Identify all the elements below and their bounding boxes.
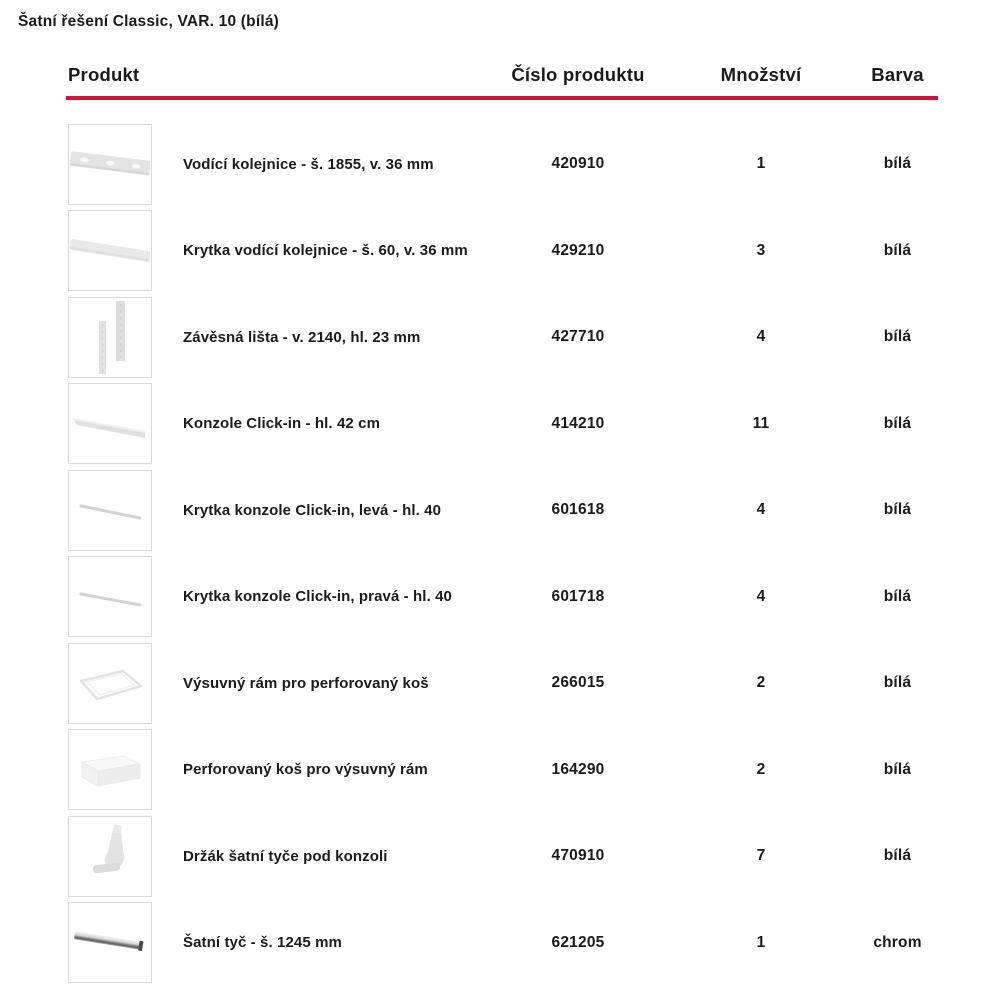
product-color: bílá	[883, 587, 912, 605]
product-quantity: 2	[756, 760, 766, 778]
product-cell	[66, 124, 491, 205]
column-header-number: Číslo produktu	[511, 64, 645, 85]
product-color: bílá	[883, 155, 912, 173]
rod-holder-icon	[70, 818, 150, 895]
table-row	[66, 554, 938, 641]
product-number: 621205	[551, 933, 605, 951]
product-name: Výsuvný rám pro perforovaný koš	[183, 674, 429, 692]
perforated-basket-icon	[70, 731, 150, 808]
product-quantity: 3	[756, 241, 766, 259]
clothes-rod-icon	[70, 904, 150, 981]
product-cell	[66, 383, 491, 464]
product-number: 601718	[551, 587, 605, 605]
product-image	[68, 383, 152, 464]
product-image	[68, 816, 152, 897]
bracket-icon	[70, 385, 150, 462]
product-image	[68, 643, 152, 724]
table-row	[66, 467, 938, 554]
product-name: Perforovaný koš pro výsuvný rám	[183, 761, 428, 779]
table-row	[66, 381, 938, 468]
product-color: bílá	[883, 328, 912, 346]
table-body	[66, 100, 938, 986]
product-cell	[66, 816, 491, 897]
column-header-quantity: Množství	[720, 64, 802, 85]
product-quantity: 2	[756, 674, 766, 692]
product-color: bílá	[883, 847, 912, 865]
table-row	[66, 900, 938, 987]
bracket-cover-right-icon	[70, 558, 150, 635]
product-number: 429210	[551, 241, 605, 259]
product-name: Závěsná lišta - v. 2140, hl. 23 mm	[183, 328, 421, 346]
product-cell	[66, 643, 491, 724]
column-header-product: Produkt	[68, 64, 140, 85]
product-number: 470910	[551, 847, 605, 865]
product-number: 420910	[551, 155, 605, 173]
product-color: chrom	[873, 933, 922, 951]
table-row	[66, 121, 938, 208]
guide-rail-icon	[70, 126, 150, 203]
product-name: Konzole Click-in - hl. 42 cm	[183, 415, 381, 433]
product-cell	[66, 470, 491, 551]
table-row	[66, 640, 938, 727]
product-color: bílá	[883, 760, 912, 778]
product-quantity: 4	[756, 501, 766, 519]
product-image	[68, 902, 152, 983]
pullout-frame-icon	[70, 645, 150, 722]
product-table	[66, 0, 938, 986]
table-row	[66, 294, 938, 381]
product-name: Krytka konzole Click-in, levá - hl. 40	[183, 501, 442, 519]
product-cell	[66, 210, 491, 291]
product-quantity: 7	[756, 847, 766, 865]
hanging-standard-icon	[70, 299, 150, 376]
bracket-cover-left-icon	[70, 472, 150, 549]
product-number: 164290	[551, 760, 605, 778]
product-color: bílá	[883, 674, 912, 692]
product-quantity: 1	[756, 155, 766, 173]
product-image	[68, 556, 152, 637]
product-cell	[66, 297, 491, 378]
guide-rail-cover-icon	[70, 212, 150, 289]
product-color: bílá	[883, 414, 912, 432]
product-name: Držák šatní tyče pod konzoli	[183, 847, 388, 865]
column-header-color: Barva	[871, 64, 924, 85]
product-quantity: 4	[756, 328, 766, 346]
product-cell	[66, 729, 491, 810]
product-cell	[66, 902, 491, 983]
table-row	[66, 813, 938, 900]
product-color: bílá	[883, 241, 912, 259]
product-image	[68, 729, 152, 810]
product-image	[68, 297, 152, 378]
product-image	[68, 470, 152, 551]
product-image	[68, 210, 152, 291]
table-row	[66, 208, 938, 295]
product-quantity: 11	[752, 414, 770, 432]
product-quantity: 4	[756, 587, 766, 605]
page-title: Šatní řešení Classic, VAR. 10 (bílá)	[18, 13, 280, 30]
product-name: Krytka konzole Click-in, pravá - hl. 40	[183, 588, 452, 606]
table-row	[66, 727, 938, 814]
product-name: Vodící kolejnice - š. 1855, v. 36 mm	[183, 155, 434, 173]
product-name: Šatní tyč - š. 1245 mm	[183, 934, 342, 952]
product-number: 414210	[551, 414, 605, 432]
product-number: 266015	[551, 674, 605, 692]
product-number: 601618	[551, 501, 605, 519]
product-cell	[66, 556, 491, 637]
product-quantity: 1	[756, 933, 766, 951]
product-number: 427710	[551, 328, 605, 346]
table-header-row	[66, 0, 938, 100]
product-color: bílá	[883, 501, 912, 519]
product-image	[68, 124, 152, 205]
product-name: Krytka vodící kolejnice - š. 60, v. 36 mm	[183, 242, 468, 260]
